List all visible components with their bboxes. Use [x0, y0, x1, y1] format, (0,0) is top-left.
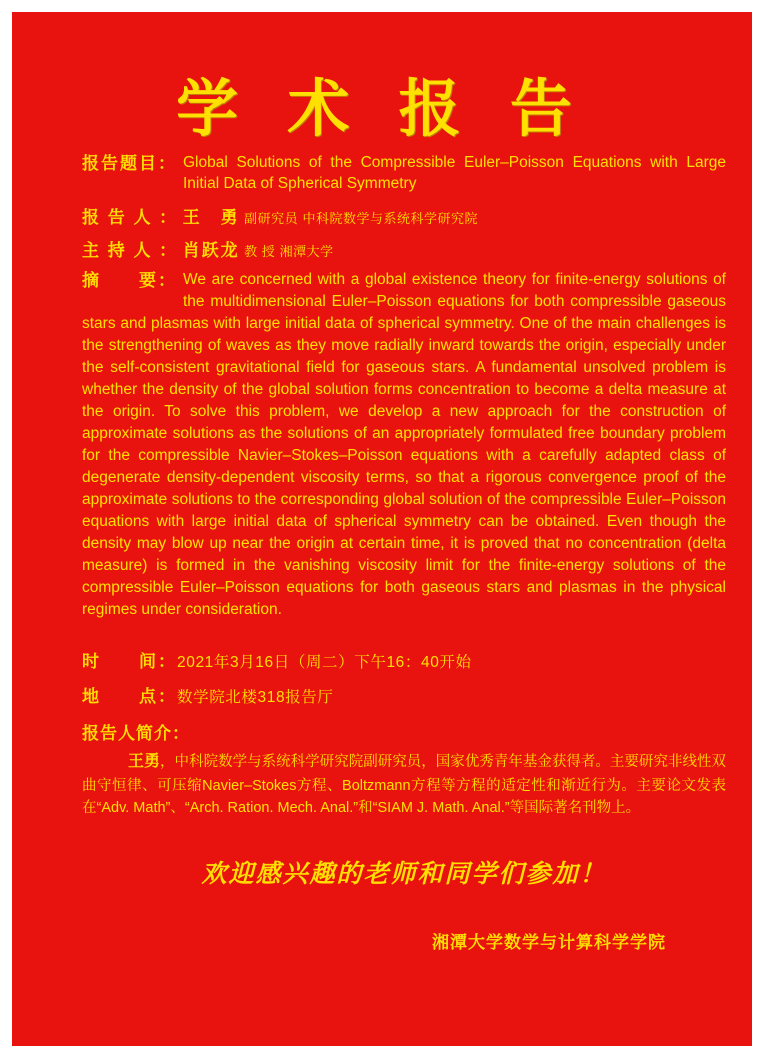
place-label: 地 点：	[82, 687, 177, 707]
speaker-affiliation: 中科院数学与系统科学研究院	[302, 211, 479, 227]
speaker-row	[82, 203, 726, 228]
report-topic-row	[82, 153, 726, 195]
welcome-text: 欢迎感兴趣的老师和同学们参加！	[201, 858, 607, 888]
poster-body	[12, 153, 752, 953]
host-affiliation: 湘潭大学	[279, 244, 334, 260]
speaker-label: 报 告 人 ：	[82, 208, 179, 228]
host-title: 教 授	[244, 244, 276, 260]
abstract-row	[82, 269, 726, 621]
bio-name: 王勇	[128, 753, 161, 771]
bio-row	[82, 750, 726, 820]
report-topic-value: Global Solutions of the Compressible Euler–Poisson Equations with Large Initial Data of Spherical Symmetry	[183, 154, 726, 193]
organizer-signature: 湘潭大学数学与计算科学学院	[432, 932, 666, 952]
poster-canvas	[12, 12, 752, 1046]
host-name: 肖跃龙	[182, 241, 240, 261]
host-row	[82, 236, 726, 261]
bio-label: 报告人简介：	[82, 724, 190, 744]
speaker-title: 副研究员	[244, 211, 299, 227]
place-value: 数学院北楼318报告厅	[177, 689, 334, 707]
bio-value: ，中科院数学与系统科学研究院副研究员，国家优秀青年基金获得者。主要研究非线性双曲守恒律、可压缩Navier–Stokes方程、Boltzmann方程等方程的适定性和渐近行为。主要论文发表在“Adv. Math”、“Arch. Ration. Mech. Anal.”和“SIAM J. Math. Anal.”等国际著名刊物上。	[82, 754, 726, 817]
page-title: 学 术 报 告	[176, 75, 588, 144]
time-label: 时 间：	[82, 652, 177, 672]
place-row	[82, 682, 726, 707]
abstract-value: We are concerned with a global existence theory for finite-energy solutions of the multidimensional Euler–Poisson equations for both compressible gaseous stars and plasmas with large initial data of spherical symmetry. One of the main challenges is the strengthening of waves as they move radially inward towards the origin, especially under the self-consistent gravitational field for gaseous stars. A fundamental unsolved problem is whether the density of the global solution forms concentration to become a delta measure at the origin. To solve this problem, we develop a new approach for the construction of approximate solutions as the solutions of an appropriately formulated free boundary problem for the compressible Navier–Stokes–Poisson equations with a carefully adapted class of degenerate density-dependent viscosity terms, so that a rigorous convergence proof of the approximate solutions to the corresponding global solution of the compressible Euler–Poisson equations with large initial data of spherical symmetry can be obtained. Even though the density may blow up near the origin at certain time, it is proved that no concentration (delta measure) is formed in the vanishing viscosity limit for the finite-energy solutions of the compressible Euler–Poisson equations for both gaseous stars and plasmas in the physical regimes under consideration.	[82, 271, 726, 619]
speaker-name: 王 勇	[182, 208, 240, 228]
abstract-label: 摘 要：	[82, 271, 177, 291]
host-label: 主 持 人 ：	[82, 241, 179, 261]
time-row	[82, 647, 726, 672]
time-value: 2021年3月16日（周二）下午16：40开始	[177, 654, 472, 672]
report-topic-label: 报告题目：	[82, 154, 177, 174]
